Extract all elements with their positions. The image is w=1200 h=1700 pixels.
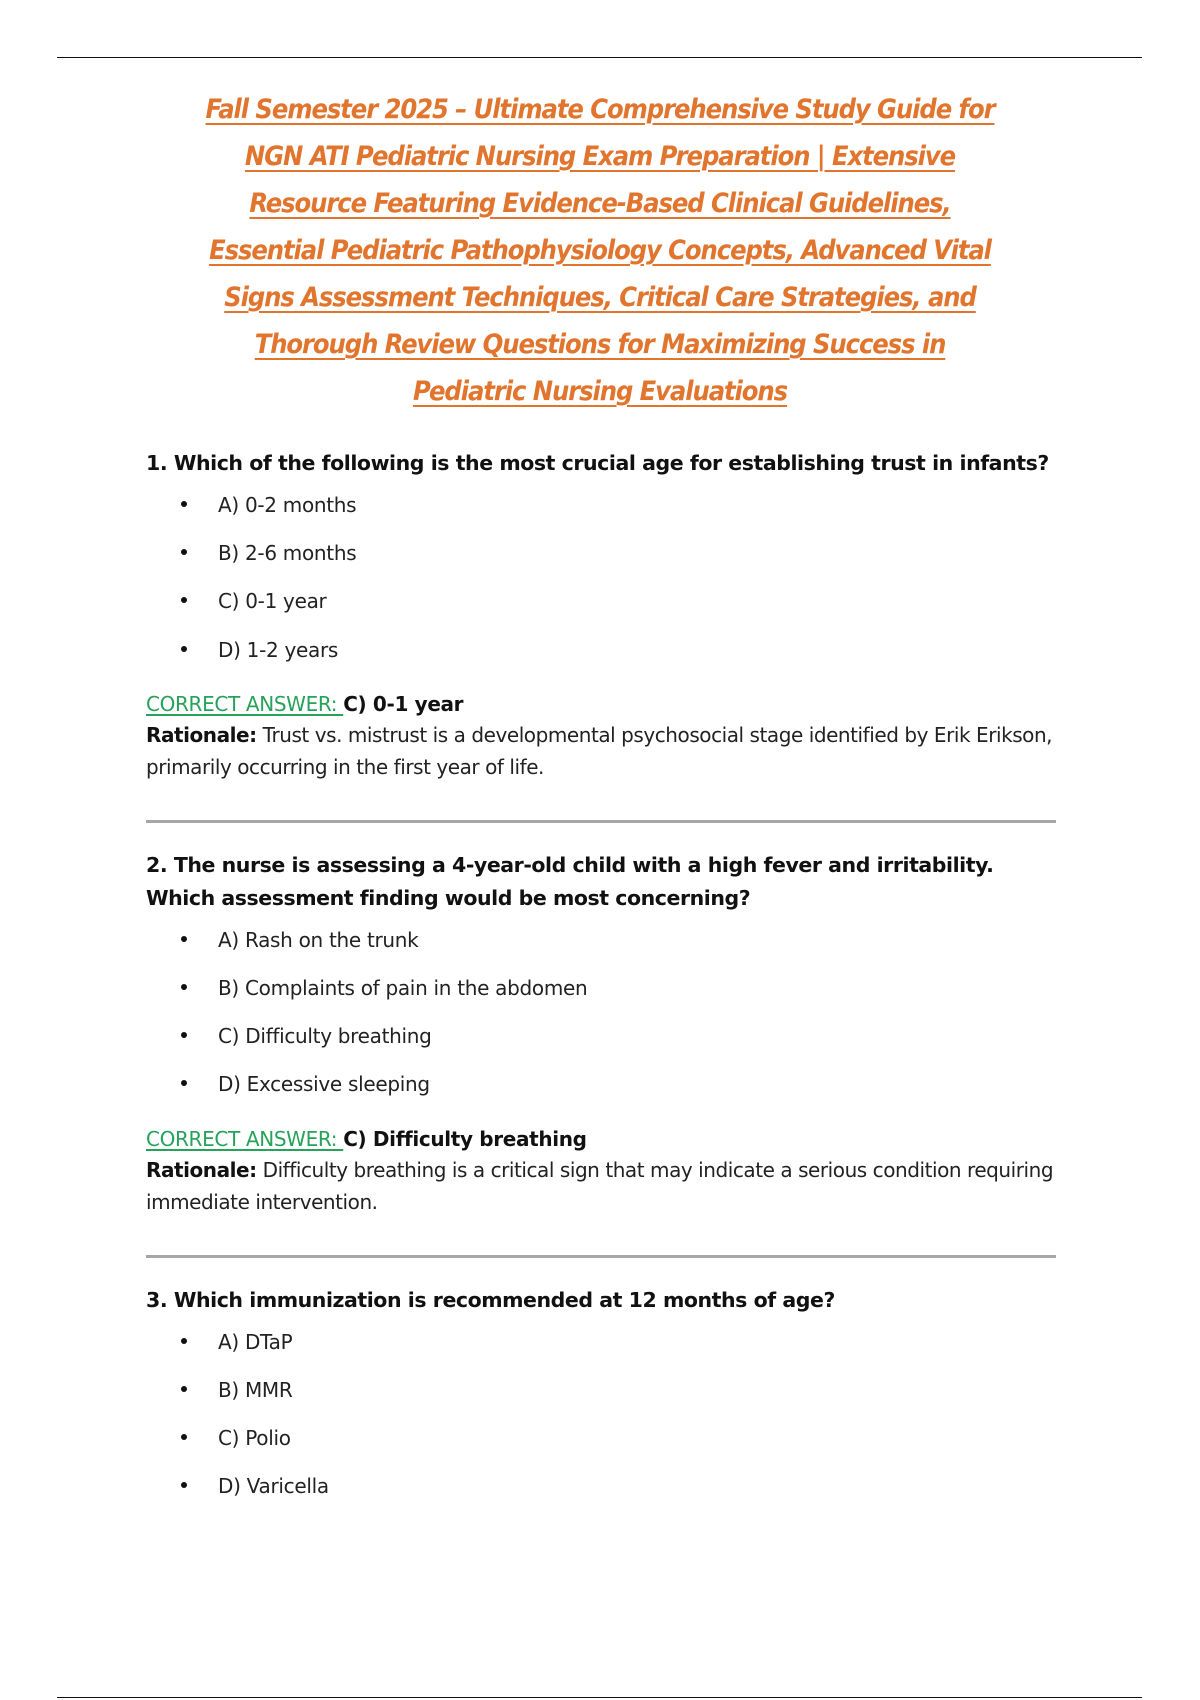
answer-options bbox=[146, 493, 1066, 686]
bullet-icon bbox=[181, 1032, 187, 1038]
page-top-rule bbox=[57, 57, 1142, 58]
option-c bbox=[146, 1024, 1066, 1072]
bullet-icon bbox=[181, 646, 187, 652]
question-divider bbox=[146, 1255, 1056, 1258]
question-text: 1. Which of the following is the most crucial age for establishing trust in infants? bbox=[146, 451, 1049, 475]
document-title: Fall Semester 2025 – Ultimate Comprehensive Study Guide for NGN ATI Pediatric Nursing Exam Preparation | Extensive Resource Featuring Evidence-Based Clinical Guidelines, Essential Pediatric Pathophysiology Concepts, Advanced Vital Signs Assessment Techniques, Critical Care Strategies, and Thorough Review Questions for Maximizing Success in Pediatric Nursing Evaluations bbox=[205, 94, 995, 407]
question-text: 2. The nurse is assessing a 4-year-old child with a high fever and irritability. Which assessment finding would be most concerning? bbox=[146, 852, 994, 910]
question-list bbox=[146, 447, 1066, 1522]
option-c bbox=[146, 1426, 1066, 1474]
correct-answer bbox=[146, 1124, 1066, 1154]
rationale bbox=[146, 1154, 1066, 1218]
correct-answer-value: C) 0-1 year bbox=[343, 691, 464, 716]
bullet-icon bbox=[181, 501, 187, 507]
rationale-text: Difficulty breathing is a critical sign that may indicate a serious condition requiring immediate intervention. bbox=[146, 1157, 1054, 1214]
option-label: A) 0-2 months bbox=[218, 493, 357, 517]
bullet-icon bbox=[181, 1482, 187, 1488]
option-c bbox=[146, 589, 1066, 637]
rationale-text: Trust vs. mistrust is a developmental psychosocial stage identified by Erik Erikson, primarily occurring in the first year of life. bbox=[146, 722, 1053, 779]
correct-answer-label: CORRECT ANSWER: bbox=[146, 691, 344, 716]
correct-answer bbox=[146, 689, 1066, 719]
page-bottom-rule bbox=[57, 1697, 1142, 1698]
option-d bbox=[146, 1072, 1066, 1120]
option-label: C) Difficulty breathing bbox=[218, 1024, 432, 1049]
option-label: B) 2-6 months bbox=[218, 541, 357, 566]
option-a bbox=[146, 928, 1066, 976]
question-1 bbox=[146, 447, 1066, 783]
option-label: D) Excessive sleeping bbox=[218, 1072, 430, 1097]
option-a bbox=[146, 1330, 1066, 1378]
bullet-icon bbox=[181, 1080, 187, 1086]
bullet-icon bbox=[181, 549, 187, 555]
bullet-icon bbox=[181, 984, 187, 990]
answer-options bbox=[146, 1330, 1066, 1523]
question-text: 3. Which immunization is recommended at 12 months of age? bbox=[146, 1287, 835, 1312]
option-label: A) DTaP bbox=[218, 1329, 293, 1354]
option-label: C) Polio bbox=[218, 1425, 291, 1450]
answer-options bbox=[146, 928, 1066, 1121]
option-b bbox=[146, 1378, 1066, 1426]
option-b bbox=[146, 541, 1066, 589]
correct-answer-value: C) Difficulty breathing bbox=[343, 1126, 587, 1151]
bullet-icon bbox=[181, 1386, 187, 1392]
option-label: C) 0-1 year bbox=[218, 589, 327, 614]
bullet-icon bbox=[181, 597, 187, 603]
question-divider bbox=[146, 820, 1056, 823]
rationale-label: Rationale: bbox=[146, 722, 257, 747]
option-a bbox=[146, 493, 1066, 541]
option-d bbox=[146, 1474, 1066, 1522]
rationale-label: Rationale: bbox=[146, 1157, 257, 1182]
option-b bbox=[146, 976, 1066, 1024]
correct-answer-label: CORRECT ANSWER: bbox=[146, 1126, 344, 1151]
question-3 bbox=[146, 1284, 1066, 1523]
bullet-icon bbox=[181, 936, 187, 942]
option-label: A) Rash on the trunk bbox=[218, 927, 419, 952]
rationale bbox=[146, 719, 1066, 783]
option-label: D) 1-2 years bbox=[218, 637, 339, 662]
option-d bbox=[146, 638, 1066, 686]
bullet-icon bbox=[181, 1434, 187, 1440]
question-2 bbox=[146, 849, 1066, 1218]
bullet-icon bbox=[181, 1338, 187, 1344]
option-label: B) MMR bbox=[218, 1377, 293, 1402]
option-label: D) Varicella bbox=[218, 1474, 329, 1499]
option-label: B) Complaints of pain in the abdomen bbox=[218, 975, 588, 1000]
